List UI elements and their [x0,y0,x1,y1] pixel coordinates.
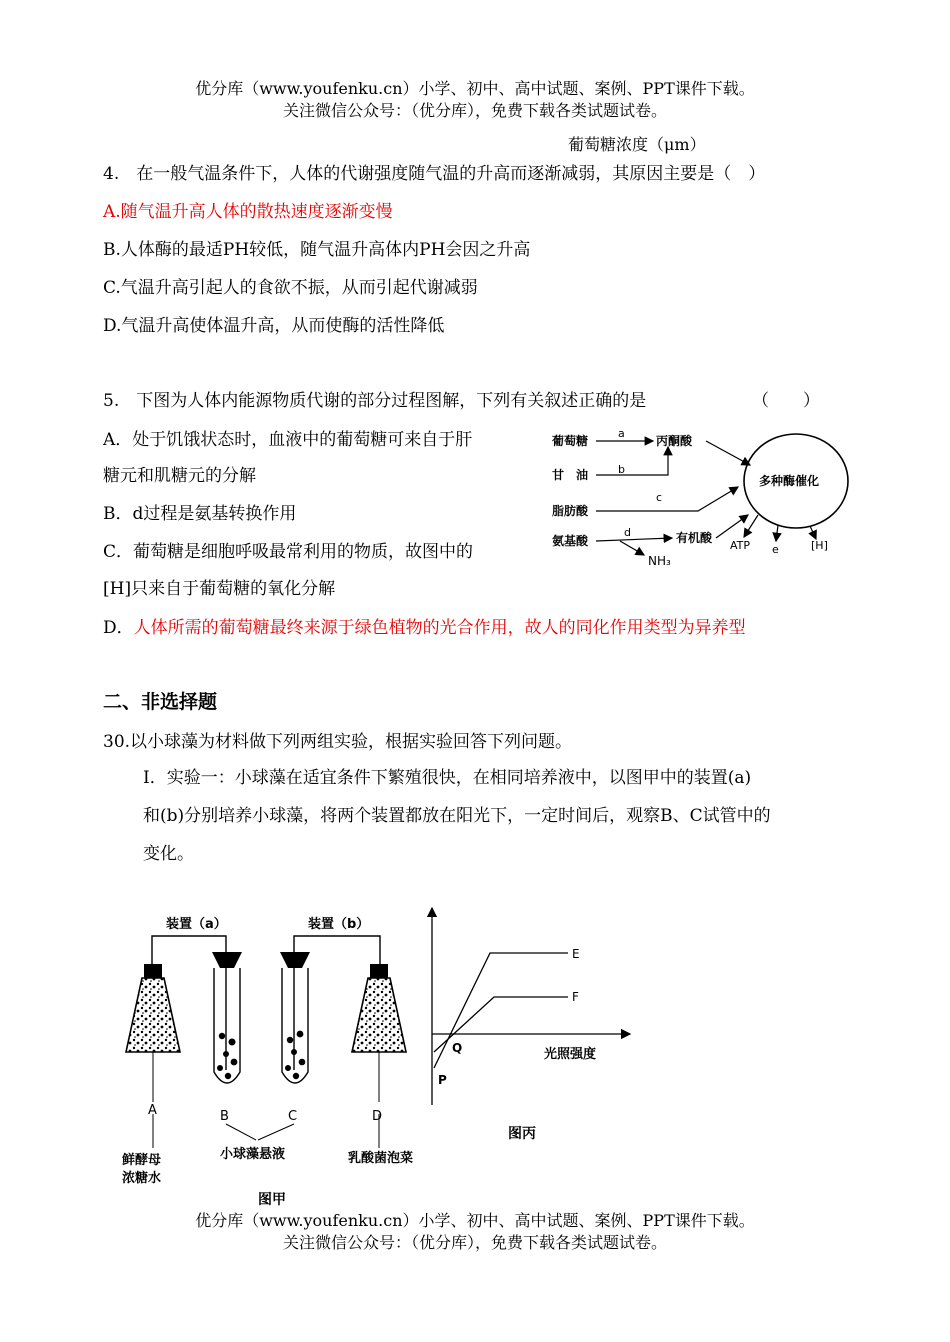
light-graph [420,900,640,1150]
diagram-organic-acid: 有机酸 [676,531,713,545]
q5-option-a-1: A．处于饥饿状态时，血液中的葡萄糖可来自于肝 [103,430,473,450]
footer-line-2: 关注微信公众号：（优分库），免费下载各类试题试卷。 [282,1233,667,1252]
diagram-label-c: c [656,491,663,504]
stopper-d [370,964,388,978]
leader-b [226,1124,256,1140]
caption-fig-jia: 图甲 [258,1192,286,1208]
q5-option-c-1: C．葡萄糖是细胞呼吸最常利用的物质，故图中的 [103,542,474,562]
diagram-amino-acid: 氨基酸 [552,534,589,548]
q5-option-c-2: [H]只来自于葡萄糖的氧化分解 [103,579,336,599]
arrow-organic-acid [716,515,748,538]
q4-option-b: B.人体酶的最适PH较低，随气温升高体内PH会因之升高 [103,240,531,260]
section-2-title: 二、非选择题 [103,691,218,713]
q5-paren: （ ） [752,391,820,411]
diagram-glucose: 葡萄糖 [552,434,589,448]
stopper-a [144,964,162,978]
q30-para-3: 变化。 [143,844,194,864]
algae-b [217,1033,237,1079]
q5-option-d-prefix: D． [103,618,134,638]
label-apparatus-b: 装置（b） [308,917,370,932]
flask-a [126,978,180,1052]
footer-line-1: 优分库（www.youfenku.cn）小学、初中、高中试题、案例、PPT课件下载。 [195,1211,755,1230]
stopper-c [280,952,310,968]
arrow-c [596,487,738,511]
header-line-1: 优分库（www.youfenku.cn）小学、初中、高中试题、案例、PPT课件下载。 [195,79,755,98]
arrow-nh3 [620,541,644,555]
arrow-atp [744,515,758,537]
diagram-label-d: d [624,526,631,539]
label-B: B [220,1109,229,1124]
label-apparatus-a: 装置（a） [166,917,227,932]
q5-option-b: B．d过程是氨基转换作用 [103,504,297,524]
caption-fig-bing: 图丙 [508,1126,536,1142]
q5-option-a-2: 糖元和肌糖元的分解 [103,466,256,486]
q5-option-d-text: 人体所需的葡萄糖最终来源于绿色植物的光合作用，故人的同化作用类型为异养型 [133,618,746,638]
graph-xlabel: 光照强度 [544,1047,597,1062]
algae-c [285,1031,305,1080]
diagram-glycerol: 甘 油 [552,468,589,482]
arrow-pyruvate [706,441,750,465]
metabolism-diagram [540,425,880,575]
q4-option-a: A.随气温升高人体的散热速度逐渐变慢 [103,202,393,222]
diagram-fatty-acid: 脂肪酸 [552,504,589,518]
diagram-nh3: NH₃ [648,554,671,568]
diagram-label-b: b [618,463,625,476]
q4-stem: 4. 在一般气温条件下，人体的代谢强度随气温的升高而逐渐减弱，其原因主要是（ ） [103,164,766,184]
graph-label-Q: Q [452,1041,463,1055]
leader-c [258,1124,294,1140]
q5-option-d [103,616,746,640]
glucose-axis-label: 葡萄糖浓度（μm） [568,135,706,154]
q4-option-d: D.气温升高使体温升高，从而使酶的活性降低 [103,316,445,336]
arrow-d [596,538,672,541]
q4-option-c: C.气温升高引起人的食欲不振，从而引起代谢减弱 [103,278,478,298]
arrow-h [810,526,816,539]
label-D: D [372,1109,383,1124]
label-algae: 小球藻悬液 [220,1147,286,1162]
apparatus-figure [108,902,438,1212]
header-line-2: 关注微信公众号：（优分库），免费下载各类试题试卷。 [282,101,667,120]
q30-stem: 30.以小球藻为材料做下列两组实验，根据实验回答下列问题。 [103,732,573,752]
graph-label-F: F [572,990,579,1004]
arrow-b [596,447,668,475]
q5-stem: 5. 下图为人体内能源物质代谢的部分过程图解，下列有关叙述正确的是 [103,391,647,411]
graph-label-E: E [572,947,580,961]
diagram-enzymes: 多种酶催化 [759,474,820,488]
arrow-e [776,525,778,541]
diagram-e: e [772,543,779,556]
stopper-b [212,952,242,968]
label-C: C [288,1109,298,1124]
label-yeast-2: 浓糖水 [122,1171,162,1186]
test-tube-c [282,968,308,1083]
q30-para-1: Ⅰ．实验一：小球藻在适宜条件下繁殖很快，在相同培养液中，以图甲中的装置(a) [143,768,752,788]
label-yeast-1: 鲜酵母 [122,1153,162,1168]
label-A: A [148,1103,157,1118]
diagram-pyruvate: 丙酮酸 [656,434,693,448]
flask-d [352,978,406,1052]
label-lactic: 乳酸菌泡菜 [348,1151,414,1166]
test-tube-b [214,968,240,1083]
q30-para-2: 和(b)分别培养小球藻，将两个装置都放在阳光下，一定时间后，观察B、C试管中的 [143,806,771,826]
graph-label-P: P [438,1073,447,1087]
diagram-atp: ATP [730,539,751,552]
diagram-h: [H] [811,539,828,552]
diagram-label-a: a [618,427,625,440]
